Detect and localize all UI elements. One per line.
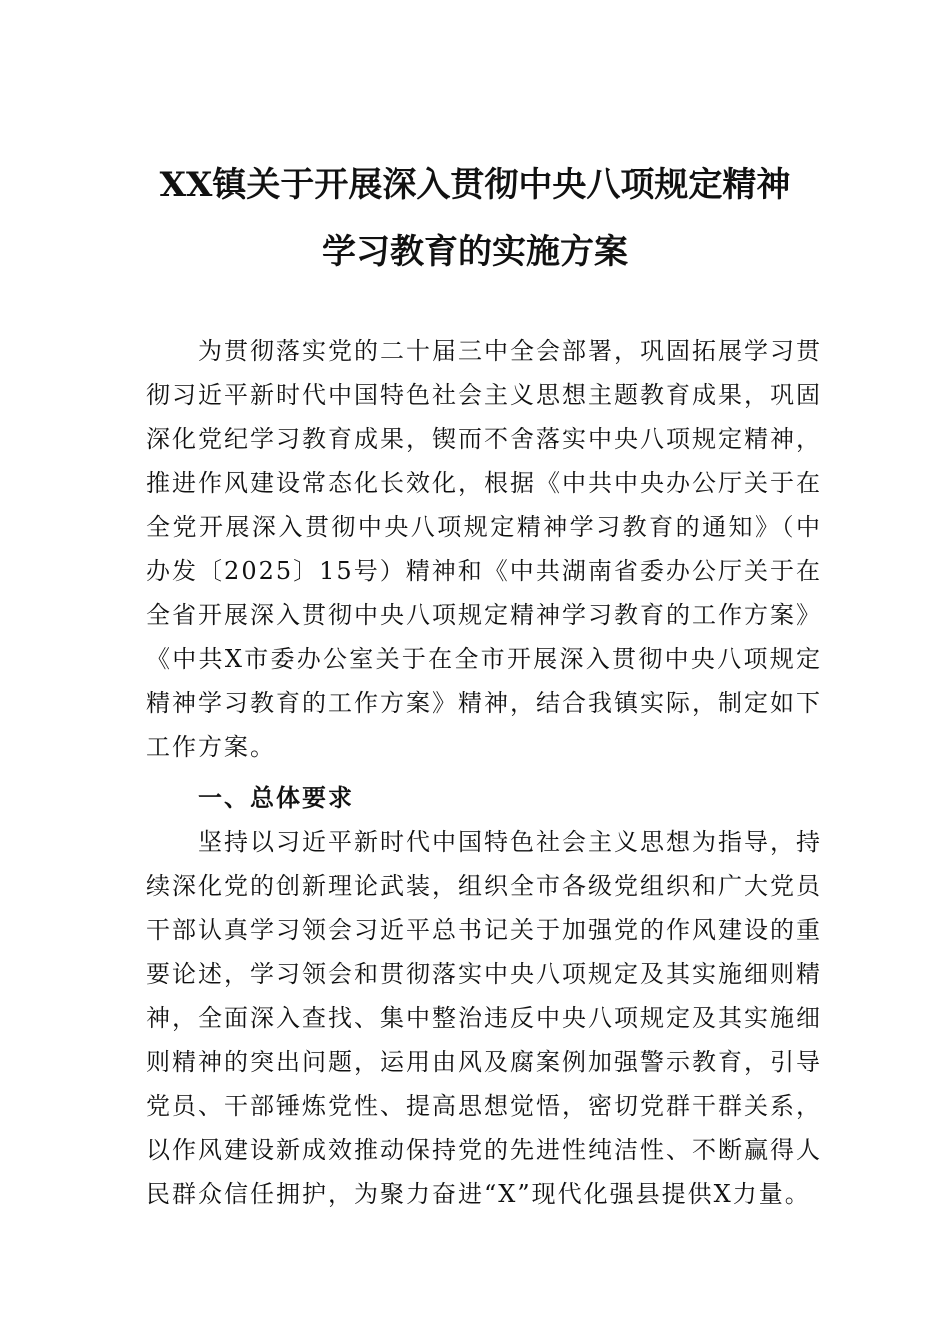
section-heading-general-requirements: 一、总体要求 xyxy=(198,784,354,812)
document-title-line-1: XX镇关于开展深入贯彻中央八项规定精神 xyxy=(159,165,791,205)
general-requirements-section xyxy=(146,776,822,1216)
intro-section xyxy=(146,329,822,769)
document-title-line-2: 学习教育的实施方案 xyxy=(322,232,628,272)
general-requirements-paragraph: 坚持以习近平新时代中国特色社会主义思想为指导，持续深化党的创新理论武装，组织全市各级党组织和广大党员干部认真学习领会习近平总书记关于加强党的作风建设的重要论述，学习领会和贯彻落实中央八项规定及其实施细则精神，全面深入查找、集中整治违反中央八项规定及其实施细则精神的突出问题，运用由风及腐案例加强警示教育，引导党员、干部锤炼党性、提高思想觉悟，密切党群干群关系，以作风建设新成效推动保持党的先进性纯洁性、不断赢得人民群众信任拥护，为聚力奋进“X”现代化强县提供X力量。 xyxy=(146,828,822,1208)
intro-paragraph: 为贯彻落实党的二十届三中全会部署，巩固拓展学习贯彻习近平新时代中国特色社会主义思想主题教育成果，巩固深化党纪学习教育成果，锲而不舍落实中央八项规定精神，推进作风建设常态化长效化，根据《中共中央办公厅关于在全党开展深入贯彻中央八项规定精神学习教育的通知》（中办发〔2025〕15号）精神和《中共湖南省委办公厅关于在全省开展深入贯彻中央八项规定精神学习教育的工作方案》《中共X市委办公室关于在全市开展深入贯彻中央八项规定精神学习教育的工作方案》精神，结合我镇实际，制定如下工作方案。 xyxy=(146,337,822,761)
